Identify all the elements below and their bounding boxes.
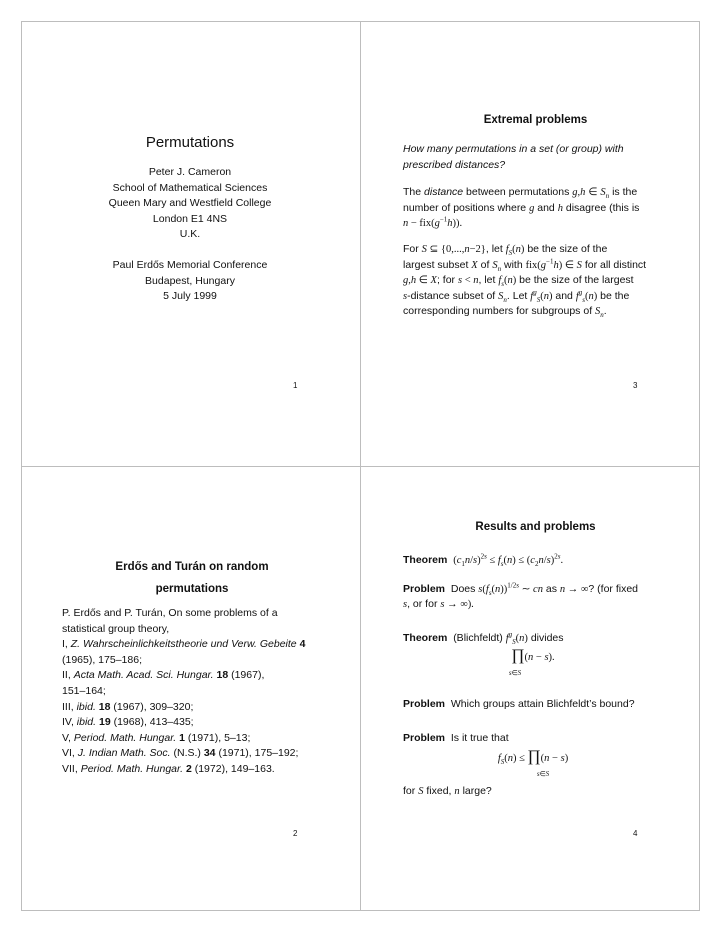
slide-4-title: Results and problems [475,521,596,533]
slide-1 [50,134,330,305]
definition-line: $n - fix(g^{-1}h)$). [403,215,463,230]
slide-1-title: Permutations [145,134,235,151]
question-line: How many permutations in a set (or group) with [403,143,624,155]
affiliation-line: Queen Mary and Westfield College [108,197,272,210]
definition-line: The distance between permutations g,h ∈ $S_n$ is the [403,186,638,201]
reference-line: VII, Period. Math. Hungar. 2 (1972), 149–163. [62,762,275,775]
definition-line: corresponding numbers for subgroups of $S_n$. [403,305,607,320]
intro-line: P. Erdős and P. Turán, On some problems of a [62,607,278,619]
problem-1: s, or for s → ∞). [403,598,474,611]
reference-line: VI, J. Indian Math. Soc. (N.S.) 34 (1971), 175–192; [62,747,299,760]
slide-4 [403,521,693,799]
slide-2 [62,556,352,778]
problem-1: Problem Does $s(f_s(n))^{1/2s}$ ∼ cn as n → ∞? (for fixed [403,581,639,597]
theorem-1: Theorem $(c_1n/s)^{2s} \le f_s(n) \le (c_2n/s)^{2s}$. [403,552,564,569]
question-line: prescribed distances? [403,158,506,171]
problem-3: Problem Is it true that [403,731,509,744]
affiliation-line: U.K. [179,228,201,241]
page-number: 4 [633,829,638,838]
event-line: Budapest, Hungary [145,274,235,287]
product-formula: ∏(n − s). s∈S [508,647,555,678]
affiliation-line: London E1 4NS [152,212,228,225]
definition-line: largest subset X of $S_n$ with $fix(g^{-1}h)$ ∈ S for all distinct [403,257,647,273]
page-number: 1 [293,381,298,390]
event-line: 5 July 1999 [163,290,217,303]
intro-line: statistical group theory, [62,622,170,635]
horizontal-divider [21,466,700,467]
affiliation-line: School of Mathematical Sciences [112,181,268,194]
definition-line: number of positions where g and h disagree (this is [403,201,640,214]
reference-line: V, Period. Math. Hungar. 1 (1971), 5–13; [62,731,251,744]
reference-line: I, Z. Wahrscheinlichkeitstheorie und Verw. Gebeite 4 [62,638,306,651]
slide-2-title: Erdős and Turán on random permutations [115,561,269,595]
page-number: 2 [293,829,298,838]
slide-3 [403,114,693,320]
problem-3: for S fixed, n large? [403,784,492,797]
reference-line: 151–164; [62,684,106,697]
definition-line: For S ⊆ {0,...,n−2}, let $f_S(n)$ be the size of the [403,242,608,258]
definition-line: s-distance subset of $S_n$. Let $f^g_S(n)$ and $f^g_s(n)$ be the [403,288,630,304]
conjecture-formula: $f_S(n)$ ≤ ∏(n − s) s∈S [497,747,569,778]
page-number: 3 [633,381,638,390]
definition-line: g,h ∈ X; for s < n, let $f_s(n)$ be the size of the largest [403,274,634,289]
reference-line: II, Acta Math. Acad. Sci. Hungar. 18 (1967), [62,669,265,682]
event-line: Paul Erdős Memorial Conference [112,258,268,271]
theorem-2: Theorem (Blichfeldt) $f^g_S(n)$ divides [403,630,564,646]
slide-3-title: Extremal problems [483,114,588,126]
author: Peter J. Cameron [148,166,232,178]
problem-2: Problem Which groups attain Blichfeldt’s bound? [403,698,635,711]
reference-line: IV, ibid. 19 (1968), 413–435; [62,716,194,729]
reference-line: (1965), 175–186; [62,653,142,666]
reference-line: III, ibid. 18 (1967), 309–320; [62,700,194,713]
